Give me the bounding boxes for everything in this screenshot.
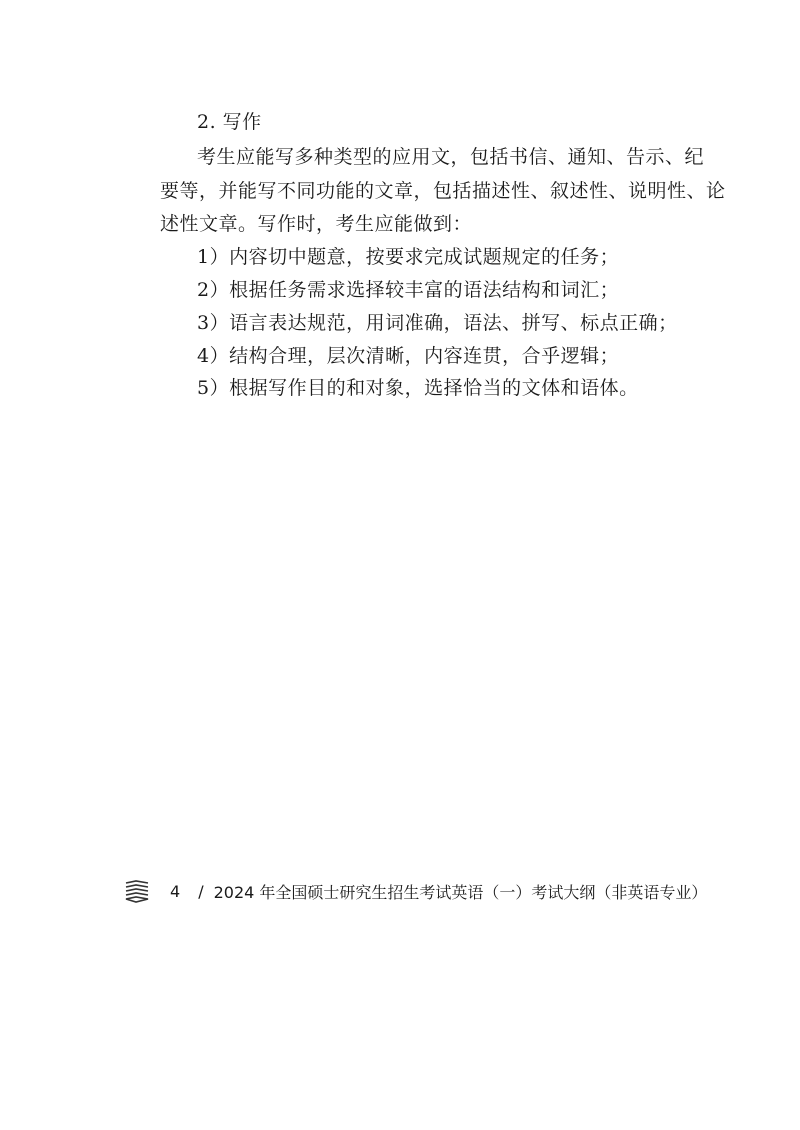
footer-title: 2024 年全国硕士研究生招生考试英语（一）考试大纲（非英语专业）: [213, 882, 708, 902]
page-number: 4: [170, 881, 181, 901]
page-footer: [124, 876, 707, 906]
list-item: 3）语言表达规范，用词准确，语法、拼写、标点正确；: [197, 312, 678, 334]
list-item: 4）结构合理，层次清晰，内容连贯，合乎逻辑；: [197, 345, 620, 367]
list-item: 2）根据任务需求选择较丰富的语法结构和词汇；: [197, 279, 620, 301]
list-item: 1）内容切中题意，按要求完成试题规定的任务；: [197, 246, 620, 268]
book-icon: [124, 878, 150, 904]
paragraph-line: 要等，并能写不同功能的文章，包括描述性、叙述性、说明性、论: [160, 180, 726, 202]
paragraph-line: 述性文章。写作时，考生应能做到：: [160, 213, 473, 235]
section-heading: 2. 写作: [197, 111, 262, 133]
paragraph-line: 考生应能写多种类型的应用文，包括书信、通知、告示、纪: [197, 146, 705, 168]
list-item: 5）根据写作目的和对象，选择恰当的文体和语体。: [197, 377, 639, 399]
footer-separator: /: [198, 881, 204, 901]
